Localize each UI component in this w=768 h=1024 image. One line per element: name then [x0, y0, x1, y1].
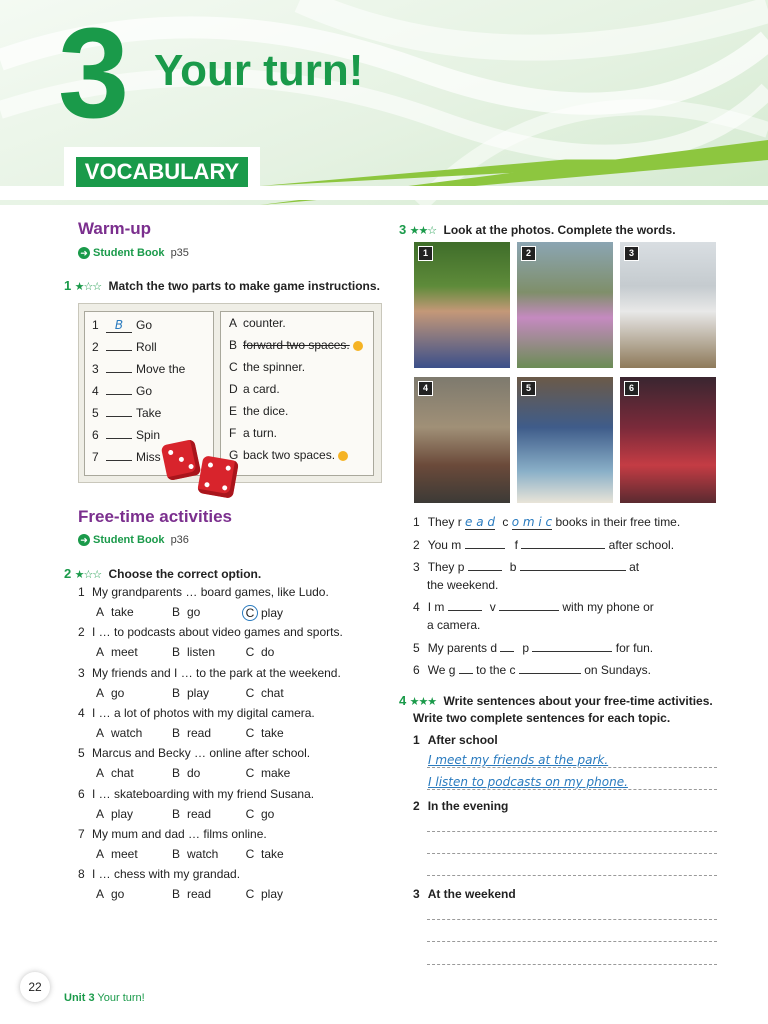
- option[interactable]: [168, 847, 218, 861]
- item-number: 6: [92, 428, 99, 442]
- option-text: take: [261, 846, 284, 861]
- option[interactable]: [242, 807, 274, 821]
- item-letter: F: [229, 426, 237, 440]
- unit-number: 3: [58, 2, 130, 145]
- answer-text: I listen to podcasts on my phone.: [428, 775, 628, 789]
- topic-heading: 2 In the evening: [413, 799, 509, 813]
- photo-number: 6: [624, 381, 639, 396]
- photo-6: [619, 376, 717, 504]
- match-left-item: [92, 362, 185, 376]
- page-number: 22: [28, 980, 42, 994]
- option-text: meet: [111, 846, 138, 861]
- exercise-4-header: [399, 693, 713, 708]
- student-book-ref: [78, 247, 189, 259]
- answer-line: [427, 767, 717, 768]
- exercise-3-header: [399, 222, 676, 237]
- option[interactable]: [92, 766, 134, 780]
- item-letter: A: [229, 316, 238, 330]
- option[interactable]: [168, 887, 211, 901]
- option[interactable]: [242, 645, 274, 659]
- match-left-item: [92, 450, 161, 464]
- option-letter: B: [171, 846, 180, 861]
- option-letter: B: [171, 725, 180, 740]
- option-letter: B: [171, 685, 180, 700]
- photo-number: 5: [521, 381, 536, 396]
- option-text: chat: [111, 766, 134, 781]
- answer-blank[interactable]: [106, 460, 132, 461]
- option-text: read: [187, 887, 212, 902]
- option-text: do: [261, 645, 275, 660]
- option-letter: B: [171, 605, 180, 619]
- die-icon: [161, 439, 202, 481]
- item-number: 3: [78, 665, 85, 680]
- answer-line[interactable]: [427, 831, 717, 832]
- option[interactable]: [168, 645, 215, 659]
- option[interactable]: [242, 766, 290, 780]
- photo-number: 3: [624, 246, 639, 261]
- ex3-item: 6 We g to the c on Sundays.: [413, 663, 651, 677]
- footer-unit: Unit 3 Your turn!: [64, 992, 145, 1004]
- topic-heading: 1 After school: [413, 733, 498, 747]
- option-letter: A: [95, 685, 104, 700]
- item-letter: E: [229, 404, 238, 418]
- option-letter: B: [171, 887, 180, 902]
- exercise-number: 2: [64, 566, 72, 581]
- topic-heading: 3 At the weekend: [413, 887, 516, 901]
- answer-blank[interactable]: [106, 438, 132, 439]
- answer-line[interactable]: [427, 941, 717, 942]
- item-text: Move the: [136, 362, 186, 376]
- option-letter: B: [171, 645, 180, 660]
- match-left-item: [92, 384, 152, 398]
- option[interactable]: [92, 686, 124, 700]
- option-text: watch: [187, 846, 219, 861]
- dice-image: [164, 440, 244, 504]
- option-text: listen: [187, 645, 216, 660]
- question-text: Marcus and Becky … online after school.: [92, 746, 311, 761]
- question-text: My friends and I … to the park at the weekend.: [92, 665, 341, 680]
- answer-blank[interactable]: [106, 394, 132, 395]
- item-number: 1: [92, 318, 99, 332]
- item-text: the dice.: [243, 404, 289, 418]
- student-book-page: p36: [170, 534, 189, 546]
- option-letter: C: [245, 685, 255, 700]
- item-text: Spin: [136, 428, 161, 442]
- freetime-title: Free-time activities: [78, 507, 233, 526]
- section-label: VOCABULARY: [76, 157, 248, 187]
- match-right-item: [229, 360, 305, 374]
- item-number: 2: [78, 625, 85, 640]
- option-text: take: [261, 725, 284, 740]
- student-book-label: Student Book: [93, 534, 165, 546]
- item-number: 1: [78, 585, 85, 599]
- option-text: make: [261, 766, 291, 781]
- sad-face-icon: [338, 451, 348, 461]
- item-number: 2: [92, 340, 99, 354]
- question: [78, 625, 343, 639]
- answer-text: o m i c: [511, 515, 553, 529]
- exercise-2-header: [64, 566, 261, 581]
- item-number: 5: [92, 406, 99, 420]
- student-book-page: p35: [170, 247, 189, 259]
- option-letter: C: [245, 725, 255, 740]
- option-letter: C: [242, 605, 258, 621]
- option-letter: B: [171, 806, 180, 821]
- answer-blank[interactable]: [106, 416, 132, 417]
- match-right-item: [229, 316, 286, 330]
- question: [78, 706, 315, 720]
- photo-1: [413, 241, 511, 369]
- option-text: read: [187, 725, 212, 740]
- item-text: Go: [136, 318, 153, 332]
- question: [78, 666, 341, 680]
- match-right-item: [229, 404, 288, 418]
- exercise-instruction: Write sentences about your free-time activities.: [443, 694, 713, 708]
- option-letter: C: [245, 766, 255, 781]
- ex3-item: 2 You m f after school.: [413, 538, 675, 552]
- option-letter: C: [245, 806, 255, 821]
- star-rating-icon: ★★☆: [409, 225, 437, 237]
- option[interactable]: [242, 847, 284, 861]
- question-text: I … a lot of photos with my digital camera.: [92, 705, 315, 720]
- option-letter: A: [95, 725, 104, 740]
- option-letter: A: [95, 846, 104, 861]
- item-number: 4: [92, 384, 99, 398]
- photo-4: [413, 376, 511, 504]
- option[interactable]: [168, 766, 200, 780]
- option-text: do: [187, 766, 201, 781]
- item-number: 8: [78, 867, 85, 882]
- answer-line: [427, 789, 717, 790]
- answer-blank[interactable]: [106, 350, 132, 351]
- exercise-instruction: Match the two parts to make game instructions.: [108, 279, 380, 293]
- star-rating-icon: ★☆☆: [74, 569, 102, 581]
- star-rating-icon: ★★★: [409, 696, 437, 708]
- option[interactable]: [92, 726, 142, 740]
- item-text: Take: [136, 406, 162, 420]
- warmup-title: Warm-up: [78, 219, 152, 238]
- option[interactable]: [92, 807, 133, 821]
- option-letter: A: [95, 645, 104, 660]
- option-text: play: [261, 887, 284, 902]
- question-text: My grandparents … board games, like Ludo.: [92, 585, 329, 599]
- match-right-item: [229, 382, 280, 396]
- ex3-item: 3 They p b at: [413, 560, 640, 574]
- option-text: meet: [111, 645, 138, 660]
- item-letter: C: [229, 360, 238, 374]
- ex3-item-cont: the weekend.: [427, 578, 499, 592]
- option[interactable]: [168, 605, 200, 619]
- option[interactable]: [242, 605, 283, 621]
- unit-title: Your turn!: [154, 46, 364, 95]
- ex3-item: 5 My parents d p for fun.: [413, 641, 654, 655]
- option[interactable]: [92, 887, 124, 901]
- option-text: play: [111, 806, 134, 821]
- option[interactable]: [242, 686, 284, 700]
- option[interactable]: [92, 645, 138, 659]
- match-left-item: [92, 406, 161, 420]
- exercise-number: 4: [399, 693, 407, 708]
- photo-number: 2: [521, 246, 536, 261]
- option-text: read: [187, 806, 212, 821]
- question-text: I … chess with my grandad.: [92, 867, 241, 882]
- ex3-item: 4 I m v with my phone or: [413, 600, 654, 614]
- option-text: go: [261, 806, 275, 821]
- match-left-item: [92, 340, 157, 354]
- option-text: chat: [261, 685, 284, 700]
- item-number: 4: [78, 705, 85, 720]
- match-right-item: [229, 426, 277, 440]
- item-text: Go: [136, 384, 153, 398]
- option[interactable]: [168, 686, 209, 700]
- question: [78, 585, 329, 599]
- answer-line[interactable]: [427, 875, 717, 876]
- question-text: I … to podcasts about video games and sports.: [92, 625, 343, 640]
- question: [78, 787, 314, 801]
- item-number: 6: [78, 786, 85, 801]
- photo-number: 1: [418, 246, 433, 261]
- item-number: 7: [78, 826, 85, 841]
- item-text: a turn.: [243, 426, 278, 440]
- option-text: go: [187, 605, 201, 619]
- answer-line[interactable]: [427, 964, 717, 965]
- item-text: Roll: [136, 340, 157, 354]
- match-right-item: [229, 448, 348, 462]
- exercise-instruction: Choose the correct option.: [108, 567, 262, 581]
- question: [78, 867, 240, 881]
- option-letter: B: [171, 766, 180, 781]
- option-text: take: [111, 605, 134, 619]
- item-text: the spinner.: [243, 360, 306, 374]
- student-book-label: Student Book: [93, 247, 165, 259]
- item-text: counter.: [243, 316, 286, 330]
- photo-3: [619, 241, 717, 369]
- item-text: a card.: [243, 382, 280, 396]
- die-icon: [197, 455, 239, 499]
- question: [78, 746, 310, 760]
- smiley-icon: [353, 341, 363, 351]
- item-number: 5: [78, 746, 85, 761]
- option-text: watch: [111, 725, 143, 740]
- answer-line[interactable]: [427, 919, 717, 920]
- arrow-icon: ➜: [78, 534, 90, 546]
- answer-blank[interactable]: B: [106, 318, 132, 333]
- option-text: play: [261, 606, 284, 620]
- ex3-item: 1 They r e a d c o m i c books in their free time.: [413, 515, 681, 529]
- answer-line[interactable]: [427, 853, 717, 854]
- option-letter: A: [95, 887, 104, 902]
- arrow-icon: ➜: [78, 247, 90, 259]
- option[interactable]: [92, 847, 138, 861]
- option-letter: A: [95, 766, 104, 781]
- option-letter: A: [95, 806, 104, 821]
- option[interactable]: [242, 887, 283, 901]
- option-text: go: [111, 685, 125, 700]
- match-left-item: [92, 428, 160, 442]
- question: [78, 827, 267, 841]
- photo-5: [516, 376, 614, 504]
- option-text: go: [111, 887, 125, 902]
- answer-blank[interactable]: [106, 372, 132, 373]
- option[interactable]: [92, 605, 134, 619]
- exercise-1-header: [64, 278, 380, 293]
- exercise-number: 3: [399, 222, 407, 237]
- item-letter: G: [229, 448, 239, 462]
- star-rating-icon: ★☆☆: [74, 281, 102, 293]
- item-letter: B: [229, 338, 238, 352]
- item-number: 7: [92, 450, 99, 464]
- item-text: back two spaces.: [243, 448, 336, 462]
- exercise-number: 1: [64, 278, 72, 293]
- option-letter: C: [245, 846, 255, 861]
- photo-2: [516, 241, 614, 369]
- student-book-ref: [78, 534, 189, 546]
- question-text: I … skateboarding with my friend Susana.: [92, 786, 315, 801]
- option[interactable]: [242, 726, 284, 740]
- option-letter: C: [245, 645, 255, 660]
- photo-number: 4: [418, 381, 433, 396]
- match-left-item: [92, 318, 152, 333]
- option[interactable]: [168, 726, 211, 740]
- exercise-instruction: Look at the photos. Complete the words.: [443, 223, 676, 237]
- item-text: Miss: [136, 450, 161, 464]
- option-letter: C: [245, 887, 255, 902]
- answer-text: I meet my friends at the park.: [428, 753, 609, 767]
- item-number: 3: [92, 362, 99, 376]
- ex3-item-cont: a camera.: [427, 618, 481, 632]
- match-right-item: [229, 338, 363, 352]
- question-text: My mum and dad … films online.: [92, 826, 267, 841]
- item-text: forward two spaces.: [243, 338, 350, 352]
- item-letter: D: [229, 382, 238, 396]
- option-text: play: [187, 685, 210, 700]
- answer-text: e a d: [465, 515, 496, 529]
- option-letter: A: [95, 605, 104, 619]
- option[interactable]: [168, 807, 211, 821]
- exercise-instruction-2: Write two complete sentences for each topic.: [413, 711, 671, 725]
